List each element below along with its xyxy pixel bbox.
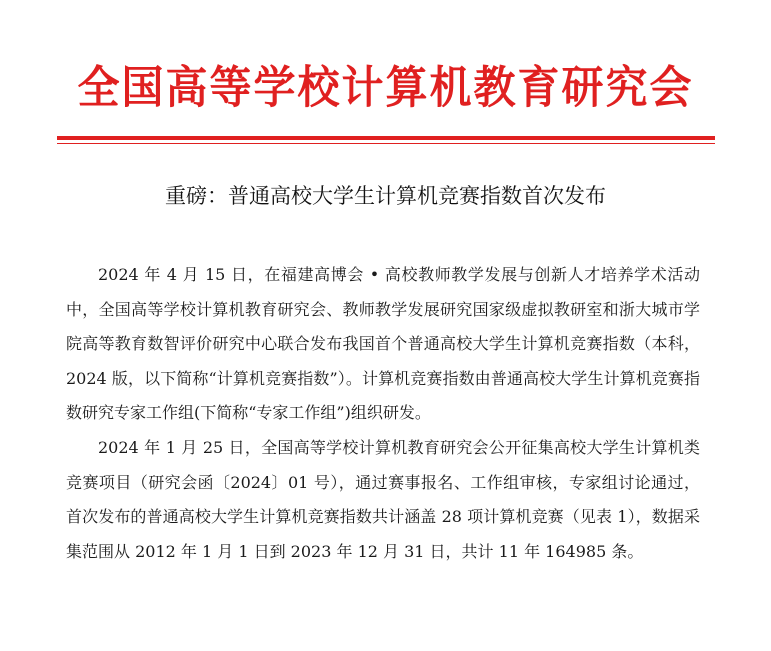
organization-title: 全国高等学校计算机教育研究会 [77, 61, 694, 114]
article-body [66, 258, 700, 569]
article-title: 重磅：普通高校大学生计算机竞赛指数首次发布 [165, 184, 606, 208]
article-paragraph-2: 2024 年 1 月 25 日，全国高等学校计算机教育研究会公开征集高校大学生计算机类竞赛项目（研究会函〔2024〕01 号），通过赛事报名、工作组审核，专家组讨论通过，首次发布的普通高校大学生计算机竞赛指数共计涵盖 28 项计算机竞赛（见表 1），数据采集范围从 2012 年 1 月 1 日到 2023 年 12 月 31 日，共计 11 年 164985 条。 [66, 437, 700, 561]
header-divider-thin [57, 143, 715, 144]
header-divider-thick [57, 136, 715, 140]
article-paragraph-1: 2024 年 4 月 15 日，在福建高博会 • 高校教师教学发展与创新人才培养学术活动中，全国高等学校计算机教育研究会、教师教学发展研究国家级虚拟教研室和浙大城市学院高等教育数智评价研究中心联合发布我国首个普通高校大学生计算机竞赛指数（本科，2024 版，以下简称“计算机竞赛指数”）。计算机竞赛指数由普通高校大学生计算机竞赛指数研究专家工作组(下简称“专家工作组”)组织研发。 [66, 265, 700, 423]
